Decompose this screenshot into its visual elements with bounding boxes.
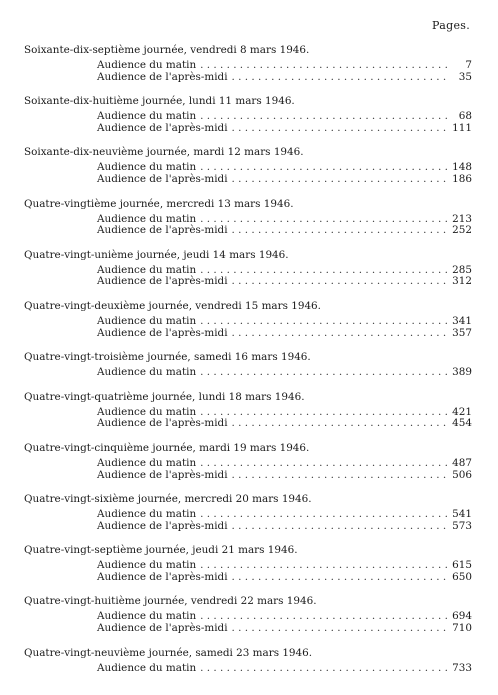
- session-label: Audience du matin: [97, 59, 197, 71]
- session-label: Audience du matin: [97, 110, 197, 123]
- dot-leader: [232, 572, 448, 584]
- session-label: Audience de l'après-midi: [97, 326, 228, 339]
- page-number: 454: [452, 417, 472, 430]
- page-number: 694: [452, 610, 472, 623]
- session-label: Audience de l'après-midi: [97, 224, 228, 237]
- session-label: Audience de l'après-midi: [97, 519, 228, 532]
- dot-leader: [200, 316, 448, 328]
- page-number: 541: [452, 508, 472, 521]
- page-number: 252: [452, 224, 472, 237]
- session-label: Audience de l'après-midi: [97, 70, 228, 83]
- day-title: Quatre-vingt-quatrième journée, lundi 18 mars 1946.: [24, 390, 305, 403]
- page-number: 710: [452, 622, 472, 635]
- session-label: Audience du matin: [97, 212, 197, 225]
- day-title: Quatre-vingt-deuxième journée, vendredi 15 mars 1946.: [24, 299, 321, 312]
- dot-leader: [200, 367, 448, 379]
- session-row: [97, 316, 472, 328]
- session-row: [97, 367, 472, 379]
- session-row: [97, 509, 472, 521]
- session-label: Audience de l'après-midi: [97, 275, 228, 288]
- page-number: 733: [452, 661, 472, 674]
- dot-leader: [200, 509, 448, 521]
- toc-day-entry: [24, 300, 472, 339]
- dot-leader: [200, 663, 448, 675]
- dot-leader: [232, 276, 448, 288]
- dot-leader: [232, 174, 448, 186]
- session-row: [97, 123, 472, 135]
- day-title: Soixante-dix-huitième journée, lundi 11 mars 1946.: [24, 95, 295, 108]
- toc-day-entry: [24, 44, 472, 83]
- session-row: [97, 225, 472, 237]
- day-title: Soixante-dix-septième journée, vendredi 8 mars 1946.: [24, 44, 310, 56]
- page-number: 213: [452, 212, 472, 225]
- dot-leader: [200, 60, 448, 72]
- page-number: 312: [452, 275, 472, 288]
- page-number: 285: [452, 263, 472, 276]
- page-number: 650: [452, 570, 472, 583]
- session-row: [97, 663, 472, 675]
- session-label: Audience de l'après-midi: [97, 172, 228, 185]
- dot-leader: [232, 623, 448, 635]
- session-row: [97, 572, 472, 584]
- page-number: 421: [452, 405, 472, 418]
- page-number: 615: [452, 559, 472, 572]
- dot-leader: [200, 111, 448, 123]
- page-number: 68: [458, 110, 472, 123]
- session-label: Audience de l'après-midi: [97, 121, 228, 134]
- session-row: [97, 418, 472, 430]
- session-label: Audience de l'après-midi: [97, 417, 228, 430]
- page-number: 186: [452, 172, 472, 185]
- page-number: 573: [452, 519, 472, 532]
- dot-leader: [232, 521, 448, 533]
- toc-day-entry: [24, 442, 472, 481]
- session-row: [97, 328, 472, 340]
- toc-day-entry: [24, 249, 472, 288]
- session-row: [97, 623, 472, 635]
- day-title: Quatre-vingt-unième journée, jeudi 14 mars 1946.: [24, 248, 289, 261]
- session-label: Audience du matin: [97, 456, 197, 469]
- session-label: Audience du matin: [97, 610, 197, 623]
- day-title: Quatre-vingt-sixième journée, mercredi 20 mars 1946.: [24, 493, 312, 506]
- toc-day-entry: [24, 544, 472, 583]
- pages-column-heading: Pages.: [432, 19, 470, 32]
- session-row: [97, 60, 472, 72]
- session-label: Audience de l'après-midi: [97, 570, 228, 583]
- dot-leader: [200, 265, 448, 277]
- session-row: [97, 174, 472, 186]
- session-row: [97, 470, 472, 482]
- day-title: Quatre-vingt-troisième journée, samedi 16 mars 1946.: [24, 351, 311, 364]
- session-row: [97, 458, 472, 470]
- day-title: Quatre-vingtième journée, mercredi 13 mars 1946.: [24, 197, 294, 210]
- day-title: Quatre-vingt-cinquième journée, mardi 19 mars 1946.: [24, 441, 310, 454]
- day-title: Soixante-dix-neuvième journée, mardi 12 mars 1946.: [24, 146, 304, 159]
- session-row: [97, 72, 472, 84]
- dot-leader: [200, 611, 448, 623]
- session-row: [97, 276, 472, 288]
- page-number: 487: [452, 456, 472, 469]
- session-label: Audience de l'après-midi: [97, 468, 228, 481]
- dot-leader: [232, 225, 448, 237]
- day-title: Quatre-vingt-septième journée, jeudi 21 mars 1946.: [24, 544, 298, 557]
- session-label: Audience du matin: [97, 661, 197, 674]
- dot-leader: [200, 560, 448, 572]
- toc-day-entry: [24, 198, 472, 237]
- dot-leader: [200, 407, 448, 419]
- toc-day-entry: [24, 647, 472, 675]
- page-number: 148: [452, 161, 472, 174]
- dot-leader: [232, 123, 448, 135]
- page-number: 389: [452, 366, 472, 379]
- page-number: 357: [452, 326, 472, 339]
- toc-day-entry: [24, 146, 472, 185]
- dot-leader: [200, 458, 448, 470]
- toc-day-entry: [24, 391, 472, 430]
- toc-day-entry: [24, 493, 472, 532]
- dot-leader: [200, 214, 448, 226]
- dot-leader: [232, 328, 448, 340]
- session-label: Audience du matin: [97, 161, 197, 174]
- session-label: Audience du matin: [97, 405, 197, 418]
- session-label: Audience du matin: [97, 314, 197, 327]
- session-label: Audience de l'après-midi: [97, 622, 228, 635]
- session-row: [97, 521, 472, 533]
- page-number: 341: [452, 314, 472, 327]
- dot-leader: [232, 418, 448, 430]
- page-number: 7: [465, 59, 472, 71]
- dot-leader: [200, 162, 448, 174]
- session-label: Audience du matin: [97, 366, 197, 379]
- toc-day-entry: [24, 595, 472, 634]
- dot-leader: [232, 470, 448, 482]
- table-of-contents: [24, 44, 472, 686]
- session-label: Audience du matin: [97, 508, 197, 521]
- session-label: Audience du matin: [97, 559, 197, 572]
- toc-day-entry: [24, 351, 472, 379]
- session-label: Audience du matin: [97, 263, 197, 276]
- page-number: 35: [458, 70, 472, 83]
- day-title: Quatre-vingt-neuvième journée, samedi 23 mars 1946.: [24, 646, 313, 659]
- toc-day-entry: [24, 95, 472, 134]
- page-number: 111: [452, 121, 472, 134]
- page-number: 506: [452, 468, 472, 481]
- day-title: Quatre-vingt-huitième journée, vendredi 22 mars 1946.: [24, 595, 317, 608]
- dot-leader: [232, 72, 448, 84]
